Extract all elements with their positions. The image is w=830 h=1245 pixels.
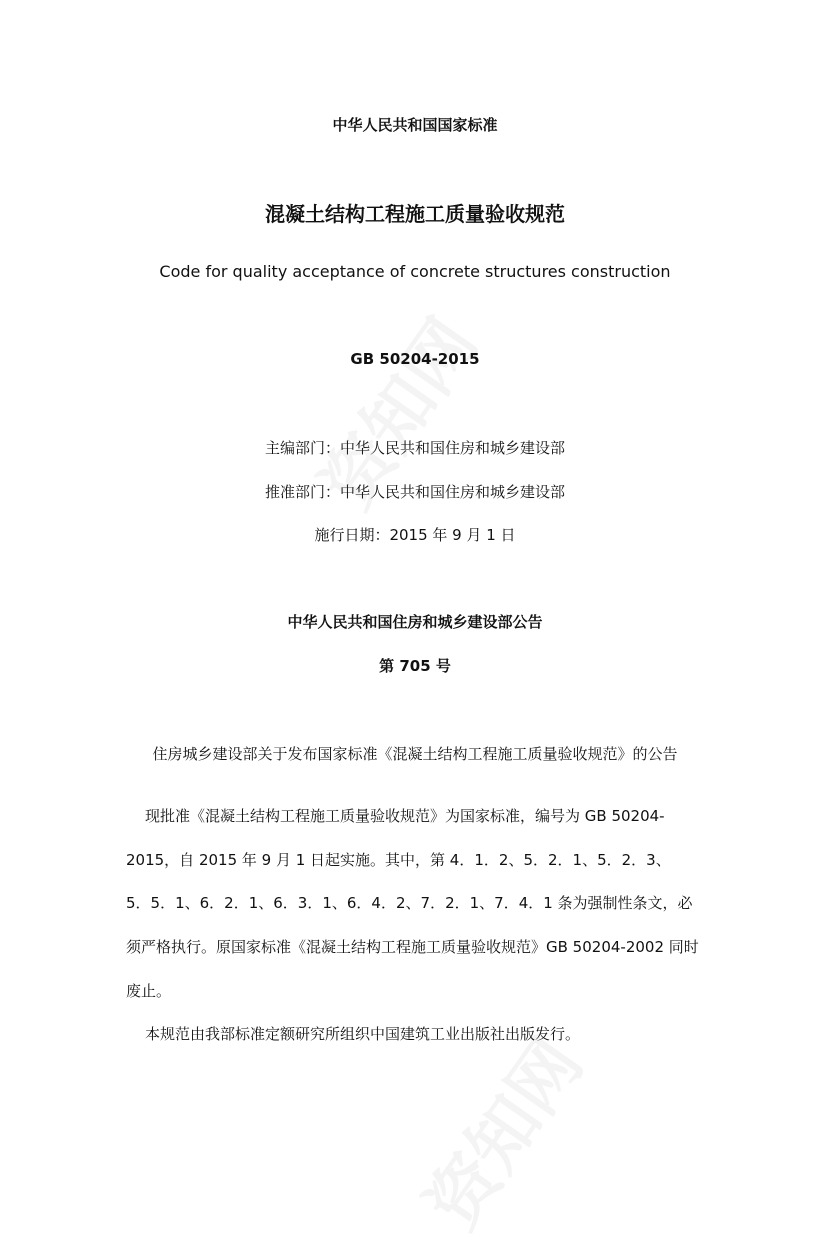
- paragraph-line: 须严格执行。原国家标准《混凝土结构工程施工质量验收规范》GB 50204-2002 同时: [126, 938, 699, 956]
- approver-department: 推准部门：中华人民共和国住房和城乡建设部: [264, 483, 565, 501]
- announcement-number: 第 705 号: [379, 657, 451, 675]
- standard-type-heading: 中华人民共和国国家标准: [332, 116, 498, 134]
- effective-date: 施行日期：2015 年 9 月 1 日: [314, 526, 516, 544]
- paragraph-line: 5．5．1、6．2．1、6．3．1、6．4．2、7．2．1、7．4．1 条为强制性条文，必: [126, 894, 693, 912]
- standard-code: GB 50204-2015: [350, 350, 480, 368]
- paragraph-line: 废止。: [126, 982, 172, 1000]
- watermark: [398, 1016, 601, 1245]
- announcement-heading: 住房城乡建设部关于发布国家标准《混凝土结构工程施工质量验收规范》的公告: [152, 745, 678, 763]
- paragraph-publisher: 本规范由我部标准定额研究所组织中国建筑工业出版社出版发行。: [145, 1025, 581, 1043]
- paragraph-line: 2015，自 2015 年 9 月 1 日起实施。其中，第 4．1．2、5．2．1、5．2．3、: [126, 851, 671, 869]
- announcement-title: 中华人民共和国住房和城乡建设部公告: [287, 613, 543, 631]
- document-title-cn: 混凝土结构工程施工质量验收规范: [265, 202, 565, 226]
- paragraph-line: 现批准《混凝土结构工程施工质量验收规范》为国家标准，编号为 GB 50204-: [145, 807, 665, 825]
- document-title-en: Code for quality acceptance of concrete structures construction: [159, 262, 671, 281]
- editor-department: 主编部门：中华人民共和国住房和城乡建设部: [264, 439, 565, 457]
